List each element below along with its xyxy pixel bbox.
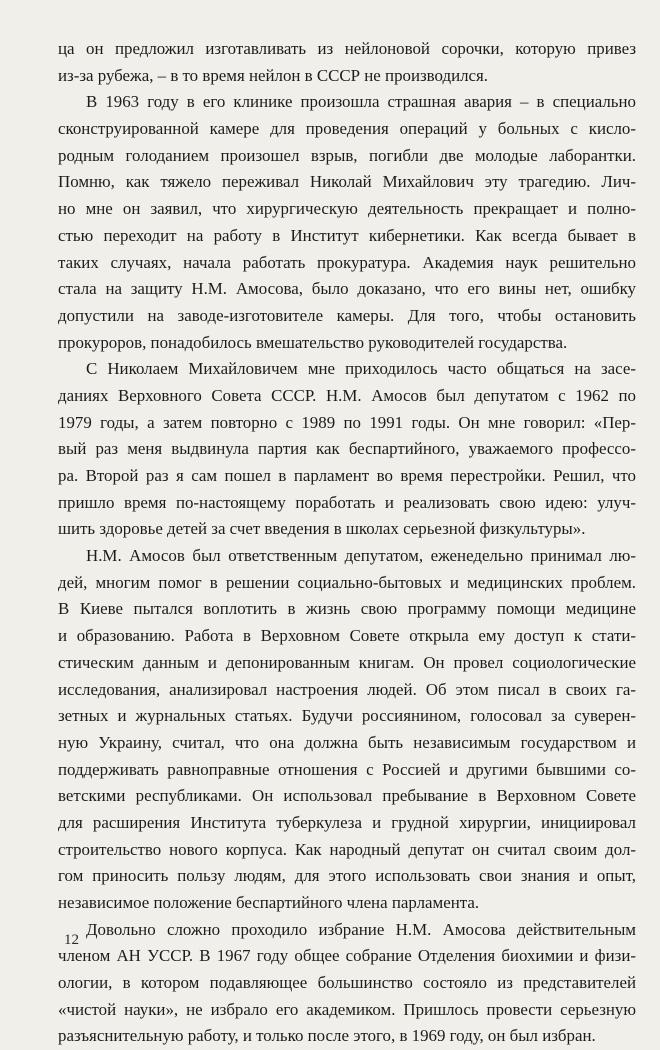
text-line: гом приносить пользу людям, для этого использовать свои знания и опыт, xyxy=(58,866,636,886)
text-line: ца он предложил изготавливать из нейлоновой сорочки, которую привез xyxy=(58,39,636,58)
text-line: дей, многим помог в решении социально-бытовых и медицинских проблем. xyxy=(58,572,636,592)
text-line: таких случаях, начала работать прокуратура. Академия наук решительно xyxy=(58,252,636,272)
text-line: строительство нового корпуса. Как народный депутат он считал своим дол- xyxy=(58,839,636,859)
paragraph xyxy=(58,356,636,543)
text-line: стическим данным и депонированным книгам. Он провел социологические xyxy=(58,652,636,672)
text-line: из-за рубежа, – в то время нейлон в СССР не производился. xyxy=(58,65,489,85)
text-line: для расширения Института туберкулеза и грудной хирургии, инициировал xyxy=(58,812,636,832)
page-number: 12 xyxy=(64,932,79,948)
text-line: пришло время по-настоящему поработать и реализовать свою идею: улуч- xyxy=(58,492,636,512)
text-line: но мне он заявил, что хирургическую деятельность прекращает и полно- xyxy=(58,199,636,219)
text-line: В Киеве пытался воплотить в жизнь свою программу помощи медицине xyxy=(58,599,636,619)
text-line: 1979 годы, а затем повторно с 1989 по 1991 годы. Он мне говорил: «Пер- xyxy=(58,412,636,432)
text-line: допустили на заводе-изготовителе камеры. Для того, чтобы остановить xyxy=(58,305,636,325)
paragraph xyxy=(58,543,636,917)
text-line: и образованию. Работа в Верховном Совете открыла ему доступ к стати- xyxy=(58,626,636,646)
text-line: поддерживать равноправные отношения с Россией и другими бывшими со- xyxy=(58,759,636,779)
text-line: вый раз меня выдвинула партия как беспартийного, уважаемого профессо- xyxy=(58,439,636,459)
text-line: родным голоданием произошел взрыв, погибли две молодые лаборантки. xyxy=(58,145,636,165)
text-line: «чистой науки», не избрало его академиком. Пришлось провести серьезную xyxy=(58,999,636,1019)
text-line: стью переходит на работу в Институт кибернетики. Как всегда бывает в xyxy=(58,225,636,245)
text-line: ную Украину, считал, что она должна быть независимым государством и xyxy=(58,732,636,752)
text-line: зетных и журнальных статьях. Будучи россиянином, голосовал за суверен- xyxy=(58,706,636,726)
text-line: В 1963 году в его клинике произошла страшная авария – в специально xyxy=(86,92,636,112)
text-line: Помню, как тяжело переживал Николай Михайлович эту трагедию. Лич- xyxy=(58,172,636,192)
text-line: разъяснительную работу, и только после этого, в 1969 году, он был избран. xyxy=(58,1026,596,1046)
text-line: С Николаем Михайловичем мне приходилось часто общаться на засе- xyxy=(86,359,636,379)
text-line: даниях Верховного Совета СССР. Н.М. Амосов был депутатом с 1962 по xyxy=(58,385,636,405)
paragraph xyxy=(58,917,636,1050)
text-line: исследования, анализировал настроения людей. Об этом писал в своих га- xyxy=(58,679,636,699)
text-line: Н.М. Амосов был ответственным депутатом, еженедельно принимал лю- xyxy=(86,546,636,566)
text-line: Довольно сложно проходило избрание Н.М. Амосова действительным xyxy=(86,919,636,939)
text-line: прокуроров, понадобилось вмешательство руководителей государства. xyxy=(58,332,568,352)
text-line: ологии, в котором подавляющее большинство состояло из представителей xyxy=(58,973,636,993)
paragraph xyxy=(58,36,636,89)
text-line: сконструированной камере для проведения операций у больных с кисло- xyxy=(58,119,636,139)
text-line: членом АН УССР. В 1967 году общее собрание Отделения биохимии и физи- xyxy=(58,946,636,966)
text-line: стала на защиту Н.М. Амосова, было доказано, что его вины нет, ошибку xyxy=(58,279,636,299)
text-line: независимое положение беспартийного члена парламента. xyxy=(58,893,480,912)
body-text xyxy=(58,36,636,1050)
text-line: шить здоровье детей за счет введения в школах серьезной физкультуры». xyxy=(58,519,586,539)
paragraph xyxy=(58,89,636,356)
text-line: ра. Второй раз я сам пошел в парламент во время перестройки. Решил, что xyxy=(58,466,636,485)
text-line: ветскими республиками. Он использовал пребывание в Верховном Совете xyxy=(58,786,636,806)
